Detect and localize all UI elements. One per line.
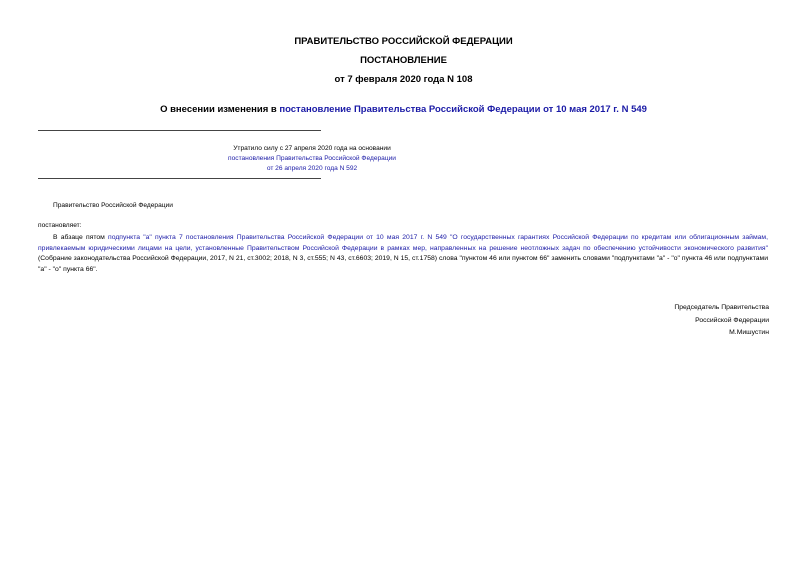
main-paragraph bbox=[38, 233, 768, 275]
government-heading: ПРАВИТЕЛЬСТВО РОССИЙСКОЙ ФЕДЕРАЦИИ bbox=[294, 36, 513, 47]
signatory-name: М.Мишустин bbox=[729, 329, 769, 336]
paragraph-text-end: (Собрание законодательства Российской Федерации, 2017, N 21, ст.3002; 2018, N 3, ст.555; N 43, ст.6603; 2019, N 15, ст.1758) слова "пунктом 46 или пунктом 66" заменить словами "подпунктами "а" - "о" пункта 46 или подпунктами "а" - "о" пункта 66". bbox=[38, 255, 768, 273]
resolves-line: постановляет: bbox=[38, 222, 82, 229]
status-note bbox=[38, 144, 586, 174]
amended-resolution-link[interactable]: постановление Правительства Российской Федерации от 10 мая 2017 г. N 549 bbox=[279, 104, 647, 115]
subparagraph-link[interactable]: подпункта "а" пункта 7 постановления Правительства Российской Федерации от 10 мая 2017 г. N 549 "О государственных гарантиях Российской Федерации по кредитам или облигационным займам, привлекаемым юридическими лицами на цели, установленные Правительством Российской Федерации в рамках мер, направленных на решение неотложных задач по обеспечению устойчивости экономического развития" bbox=[38, 234, 768, 252]
divider-bottom bbox=[38, 178, 321, 179]
title-prefix: О внесении изменения в bbox=[160, 104, 280, 115]
document-type: ПОСТАНОВЛЕНИЕ bbox=[360, 55, 447, 66]
repealing-resolution-link[interactable]: постановления Правительства Российской Федерации bbox=[228, 155, 396, 162]
divider-top bbox=[38, 130, 321, 131]
status-note-text: Утратило силу с 27 апреля 2020 года на основании bbox=[233, 145, 391, 152]
document-date-number: от 7 февраля 2020 года N 108 bbox=[334, 74, 473, 85]
paragraph-text-start: В абзаце пятом bbox=[53, 234, 109, 241]
issuer-line: Правительство Российской Федерации bbox=[53, 202, 173, 209]
document-title bbox=[0, 104, 807, 115]
signatory-position-org: Российской Федерации bbox=[695, 316, 769, 324]
signatory-position: Председатель Правительства bbox=[674, 304, 769, 311]
signature-block bbox=[674, 302, 769, 340]
repealing-resolution-date-link[interactable]: от 26 апреля 2020 года N 592 bbox=[266, 165, 358, 172]
